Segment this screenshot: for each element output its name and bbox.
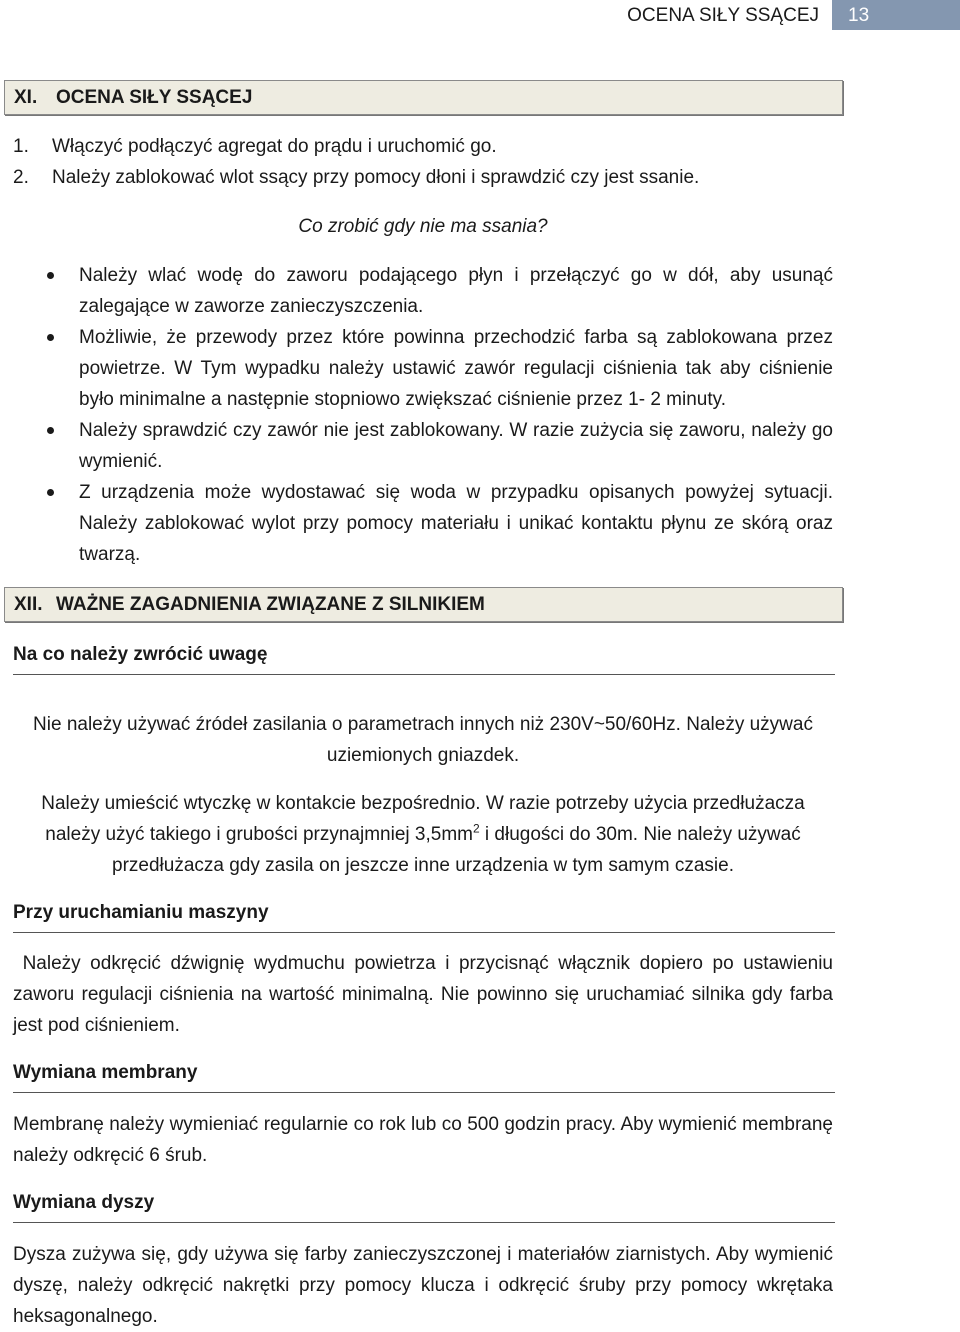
step-text: Należy zablokować wlot ssący przy pomocy dłoni i sprawdzić czy jest ssanie. [52,167,700,188]
bullet-item [44,477,833,570]
membrane-paragraph: Membranę należy wymieniać regularnie co rok lub co 500 godzin pracy. Aby wymienić membranę należy odkręcić 6 śrub. [13,1114,833,1166]
section-12-heading [4,587,843,622]
bullet-item [44,415,833,477]
step-text: Włączyć podłączyć agregat do prądu i uruchomić go. [52,136,497,157]
section-11-title: OCENA SIŁY SSĄCEJ [56,86,253,108]
extension-cord-paragraph [13,788,833,881]
section-11-heading [4,80,843,115]
nozzle-paragraph: Dysza zużywa się, gdy używa się farby zanieczyszczonej i materiałów ziarnistych. Aby wymienić dyszę, należy odkręcić nakrętki przy pomocy klucza i odkręcić śruby przy pomocy wkrętaka heksagonalnego. [13,1244,833,1327]
bullet-icon [47,272,54,279]
bullet-item [44,322,833,415]
bullet-icon [47,489,54,496]
startup-paragraph: Należy odkręcić dźwignię wydmuchu powietrza i przycisnąć włącznik dopiero po ustawieniu zaworu regulacji ciśnienia na wartość minimalną. Nie powinno się uruchamiać silnika gdy farba jest pod ciśnieniem. [13,953,839,1036]
power-supply-paragraph: Nie należy używać źródeł zasilania o parametrach innych niż 230V~50/60Hz. Należy używać uziemionych gniazdek. [33,714,813,766]
section-12-number: XII. [14,593,43,615]
bullet-text: Możliwie, że przewody przez które powinna przechodzić farba są zablokowana przez powietrze. W Tym wypadku należy ustawić zawór regulacji ciśnienia tak aby ciśnienie było minimalne a następnie stopniowo zwiększać ciśnienie przez 1- 2 minuty. [79,327,833,410]
running-header-title: OCENA SIŁY SSĄCEJ [627,5,819,26]
bullet-text: Z urządzenia może wydostawać się woda w przypadku opisanych powyżej sytuacji. Należy zablokować wylot przy pomocy materiału i unikać kontaktu płynu ze skórą oraz twarzą. [79,482,833,565]
page-number-badge: 13 [832,0,960,30]
bullet-item [44,260,833,322]
step-item [13,131,843,162]
startup-heading: Przy uruchamianiu maszyny [13,899,835,933]
attention-heading: Na co należy zwrócić uwagę [13,641,835,675]
bullet-text: Należy wlać wodę do zaworu podającego płyn i przełączyć go w dół, aby usunąć zalegające w zaworze zanieczyszczenia. [79,265,833,317]
section-11-number: XI. [14,86,38,108]
step-item [13,162,843,193]
superscript-exponent: 2 [472,821,480,836]
membrane-heading: Wymiana membrany [13,1059,835,1093]
bullet-icon [47,334,54,341]
section-12-title: WAŻNE ZAGADNIENIA ZWIĄZANE Z SILNIKIEM [56,593,485,615]
bullet-text: Należy sprawdzić czy zawór nie jest zablokowany. W razie zużycia się zaworu, należy go wymienić. [79,420,833,472]
no-suction-question: Co zrobić gdy nie ma ssania? [298,216,548,237]
extension-cord-text-b: i długości do 30m. Nie należy używać przedłużacza gdy zasila on jeszcze inne urządzenia w tym samym czasie. [112,824,801,876]
nozzle-heading: Wymiana dyszy [13,1189,835,1223]
step-number: 1. [13,136,29,157]
steps-list [13,131,843,193]
troubleshooting-list [44,260,833,570]
bullet-icon [47,427,54,434]
step-number: 2. [13,167,29,188]
extension-cord-text-a: Należy umieścić wtyczkę w kontakcie bezpośrednio. W razie potrzeby użycia przedłużacza należy użyć takiego i grubości przynajmniej 3,5mm [41,793,805,845]
